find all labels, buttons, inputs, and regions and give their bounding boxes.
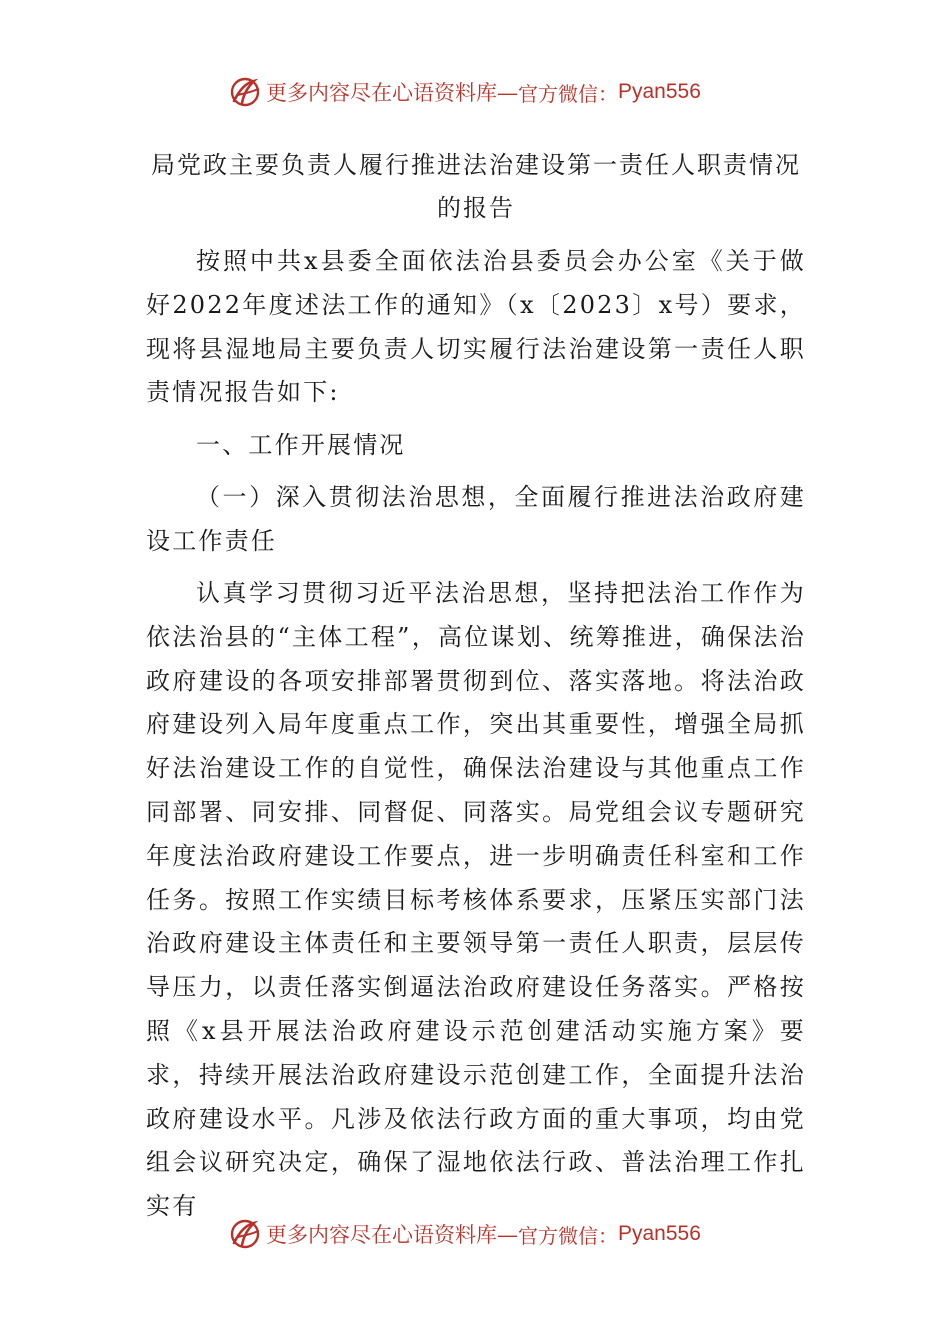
signature-logo-icon [228, 1217, 262, 1251]
document-title-line-2: 的报告 [437, 194, 515, 222]
document-title-line-1: 局党政主要负责人履行推进法治建设第一责任人职责情况 [151, 151, 801, 179]
header-watermark-banner [228, 72, 701, 112]
watermark-promo-text: 更多内容尽在心语资料库— [266, 1223, 518, 1247]
footer-watermark-banner [228, 1214, 701, 1254]
body-paragraph: 认真学习贯彻习近平法治思想，坚持把法治工作作为依法治县的“主体工程”，高位谋划、统筹推进，确保法治政府建设的各项安排部署贯彻到位、落实落地。将法治政府建设列入局年度重点工作，突出其重要性，增强全局抓好法治建设工作的自觉性，确保法治建设与其他重点工作同部署、同安排、同督促、同落实。局党组会议专题研究年度法治政府建设工作要点，进一步明确责任科室和工作任务。按照工作实绩目标考核体系要求，压紧压实部门法治政府建设主体责任和主要领导第一责任人职责，层层传导压力，以责任落实倒逼法治政府建设任务落实。严格按照《x县开展法治政府建设示范创建活动实施方案》要求，持续开展法治政府建设示范创建工作，全面提升法治政府建设水平。凡涉及依法行政方面的重大事项，均由党组会议研究决定，确保了湿地依法行政、普法治理工作扎实有 [146, 579, 806, 1221]
watermark-wechat-id: Pyan556 [618, 1222, 701, 1245]
watermark-wechat-id: Pyan556 [618, 80, 701, 103]
watermark-wechat-label: 官方微信： [518, 81, 618, 106]
watermark-promo-text: 更多内容尽在心语资料库— [266, 81, 518, 105]
watermark-wechat-label: 官方微信： [518, 1223, 618, 1248]
section-heading: 一、工作开展情况 [196, 431, 406, 459]
signature-logo-icon [228, 75, 262, 109]
subsection-heading: （一）深入贯彻法治思想，全面履行推进法治政府建设工作责任 [146, 483, 806, 555]
intro-paragraph: 按照中共x县委全面依法治县委员会办公室《关于做好2022年度述法工作的通知》（x〔2023〕x号）要求，现将县湿地局主要负责人切实履行法治建设第一责任人职责情况报告如下: [146, 247, 806, 407]
